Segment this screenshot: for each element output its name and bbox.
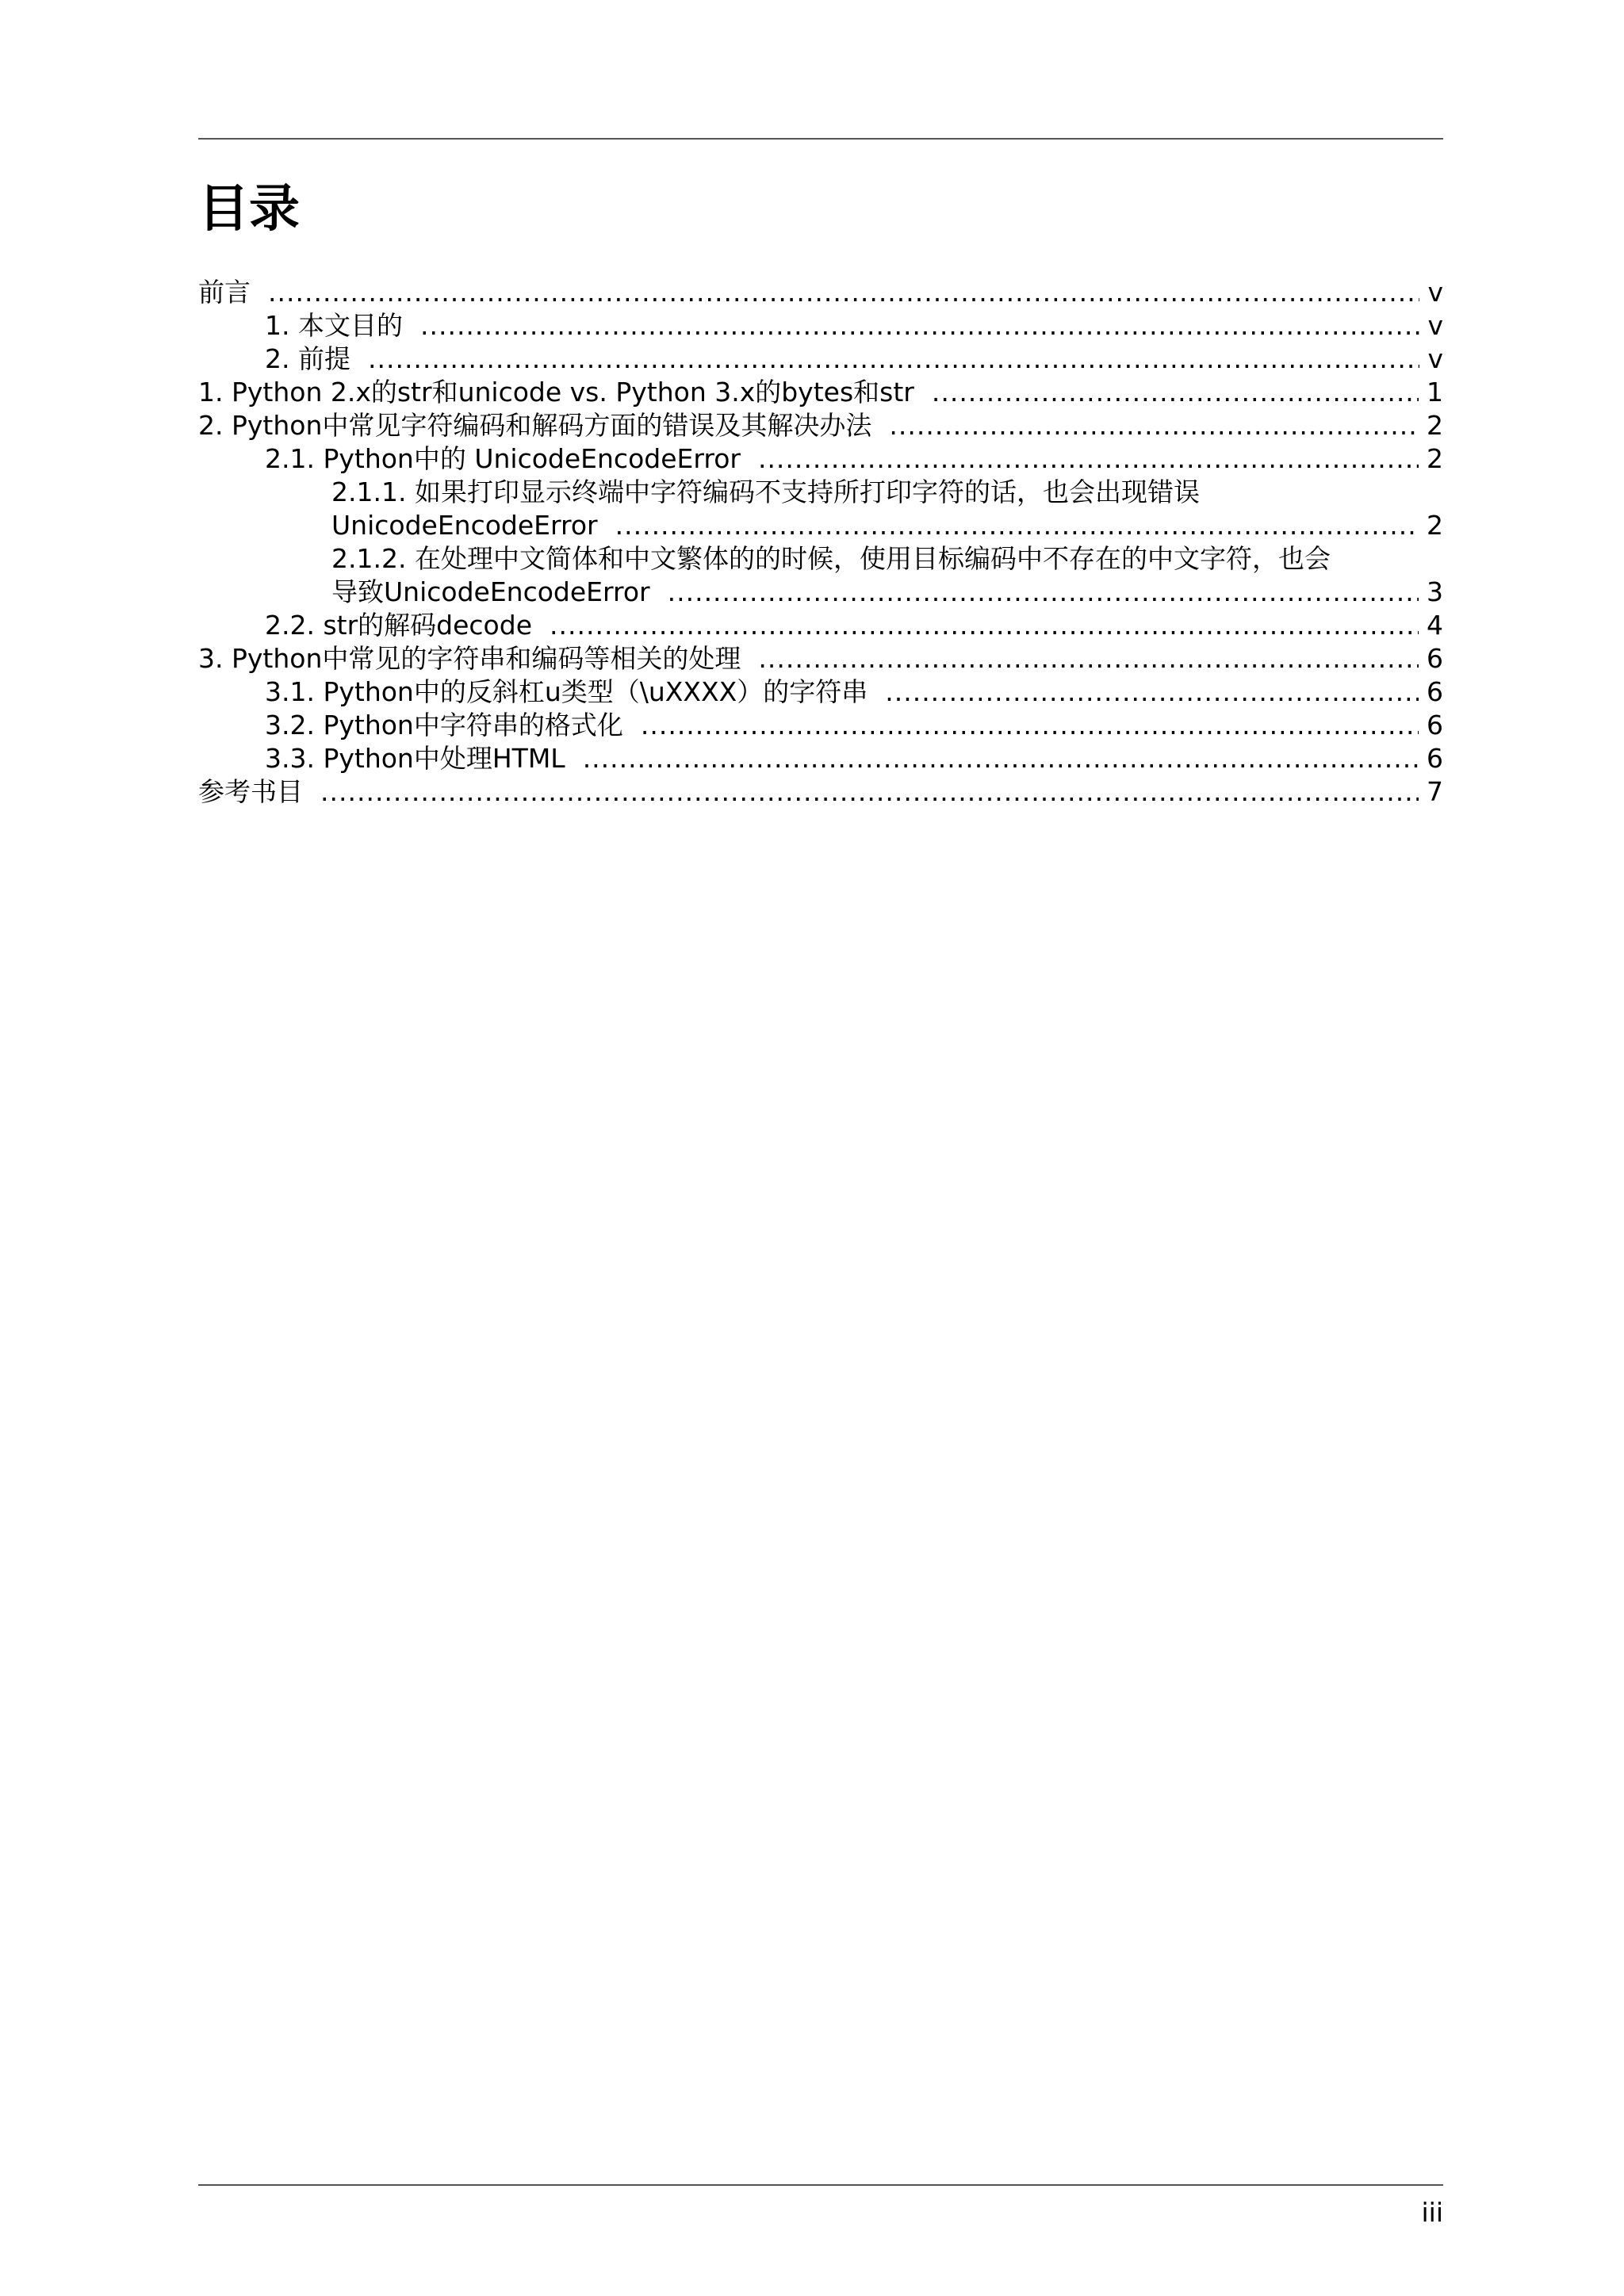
toc-entry[interactable] — [198, 642, 1443, 675]
toc-entry[interactable] — [198, 442, 1443, 476]
toc-entry-page: 2 — [1427, 443, 1443, 474]
toc-entry-label: UnicodeEncodeError — [331, 510, 598, 541]
toc-entry-label: 前言 — [198, 277, 251, 308]
toc-entry[interactable] — [198, 309, 1443, 342]
dot-leader — [758, 442, 1419, 476]
toc-entry[interactable] — [198, 376, 1443, 409]
toc-entry-label: 参考书目 — [198, 776, 303, 807]
toc-entry-page: v — [1427, 343, 1443, 374]
toc-entry-label: 2. Python中常见字符编码和解码方面的错误及其解决办法 — [198, 410, 872, 441]
toc-entry[interactable] — [198, 542, 1443, 609]
toc-entry[interactable] — [198, 742, 1443, 775]
toc-entry-page: 3 — [1427, 576, 1443, 607]
toc-entry[interactable] — [198, 409, 1443, 442]
dot-leader — [368, 342, 1419, 376]
toc-entry-page: 2 — [1427, 510, 1443, 541]
footer-rule — [198, 2184, 1443, 2186]
dot-leader — [615, 509, 1419, 542]
toc-entry-page: 7 — [1427, 776, 1443, 807]
toc-entry-page: 6 — [1427, 676, 1443, 707]
toc-entry-label: 导致UnicodeEncodeError — [331, 576, 650, 607]
dot-leader — [885, 675, 1419, 709]
toc-entry-page: 6 — [1427, 710, 1443, 740]
dot-leader — [889, 409, 1419, 442]
toc-entry-label: 1. Python 2.x的str和unicode vs. Python 3.x的bytes和str — [198, 377, 914, 408]
toc-entry-label: 2.2. str的解码decode — [265, 610, 532, 641]
toc-entry-label: 3. Python中常见的字符串和编码等相关的处理 — [198, 643, 741, 674]
header-rule — [198, 138, 1443, 140]
toc-entry-page: v — [1427, 310, 1443, 341]
toc-entry-label: 2. 前提 — [265, 343, 350, 374]
toc-entry-page: 6 — [1427, 643, 1443, 674]
dot-leader — [668, 576, 1419, 609]
toc-entry-label-line1: 2.1.1. 如果打印显示终端中字符编码不支持所打印字符的话，也会出现错误 — [331, 476, 1200, 507]
toc-entry-label: 2.1. Python中的 UnicodeEncodeError — [265, 443, 741, 474]
footer-page-number: iii — [1421, 2197, 1443, 2228]
toc-entry[interactable] — [198, 709, 1443, 742]
dot-leader — [758, 642, 1419, 675]
dot-leader — [583, 742, 1419, 775]
toc-entry[interactable] — [198, 276, 1443, 309]
dot-leader — [320, 775, 1419, 809]
toc-entry-page: 2 — [1427, 410, 1443, 441]
table-of-contents — [198, 276, 1443, 809]
toc-entry[interactable] — [198, 476, 1443, 542]
toc-entry-page: 4 — [1427, 610, 1443, 641]
toc-entry-page: 6 — [1427, 743, 1443, 774]
toc-entry[interactable] — [198, 675, 1443, 709]
toc-entry-label: 3.1. Python中的反斜杠u类型（\uXXXX）的字符串 — [265, 676, 868, 707]
toc-entry-page: 1 — [1427, 377, 1443, 408]
toc-entry[interactable] — [198, 609, 1443, 642]
toc-entry-label: 3.2. Python中字符串的格式化 — [265, 710, 623, 740]
dot-leader — [268, 276, 1419, 309]
dot-leader — [932, 376, 1419, 409]
toc-entry-page: v — [1427, 277, 1443, 308]
toc-entry[interactable] — [198, 342, 1443, 376]
dot-leader — [641, 709, 1419, 742]
toc-entry-label: 3.3. Python中处理HTML — [265, 743, 565, 774]
toc-entry-label-line1: 2.1.2. 在处理中文简体和中文繁体的的时候，使用目标编码中不存在的中文字符，也会 — [331, 543, 1331, 574]
toc-entry[interactable] — [198, 775, 1443, 809]
page-title: 目录 — [198, 180, 300, 239]
toc-entry-label: 1. 本文目的 — [265, 310, 403, 341]
dot-leader — [550, 609, 1419, 642]
dot-leader — [420, 309, 1419, 342]
